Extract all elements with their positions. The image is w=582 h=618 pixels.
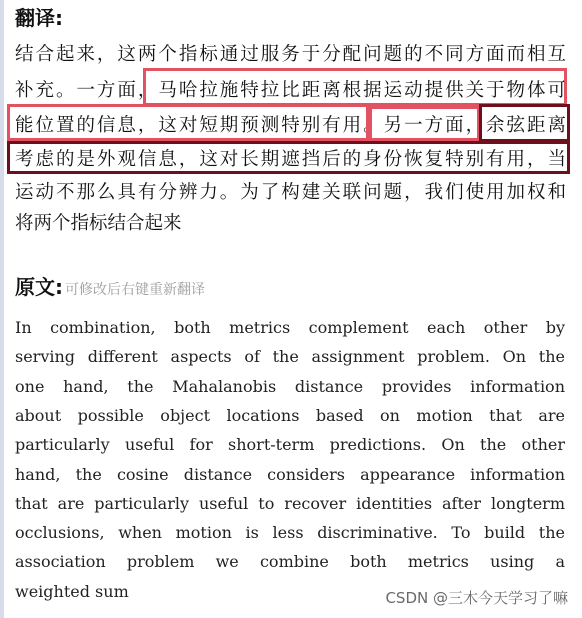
original-title: 原文: [15,275,63,299]
original-line-6: hand, the cosine distance considers appearance information [15,465,565,484]
original-line-10: weighted sum [15,582,129,601]
translation-line-5: 运动不那么具有分辨力。为了构建关联问题，我们使用加权和 [15,182,566,203]
original-line-3: one hand, the Mahalanobis distance provides information [15,377,565,396]
original-line-1: In combination, both metrics complement each other by [15,318,565,337]
left-border [0,0,4,618]
csdn-watermark: CSDN @三木今天学习了嘛 [385,589,568,607]
original-heading [15,273,205,304]
translation-line-2: 补充。一方面，马哈拉施特拉比距离根据运动提供关于物体可 [15,80,566,101]
translation-heading: 翻译: [15,6,63,30]
translation-line-3: 能位置的信息，这对短期预测特别有用。另一方面，余弦距离 [15,115,566,136]
original-line-5: particularly useful for short-term predictions. On the other [15,435,565,454]
original-line-7: that are particularly useful to recover identities after longterm [15,494,565,513]
translation-line-6: 将两个指标结合起来 [15,213,182,234]
original-line-2: serving different aspects of the assignment problem. On the [15,347,565,366]
translation-line-4: 考虑的是外观信息，这对长期遮挡后的身份恢复特别有用，当 [15,149,566,170]
original-line-9: association problem we combine both metrics using a [15,552,565,571]
original-line-8: occlusions, when motion is less discriminative. To build the [15,523,565,542]
original-line-4: about possible object locations based on motion that are [15,406,565,425]
retranslate-hint: 可修改后右键重新翻译 [65,282,205,298]
translation-line-1: 结合起来，这两个指标通过服务于分配问题的不同方面而相互 [15,44,566,65]
